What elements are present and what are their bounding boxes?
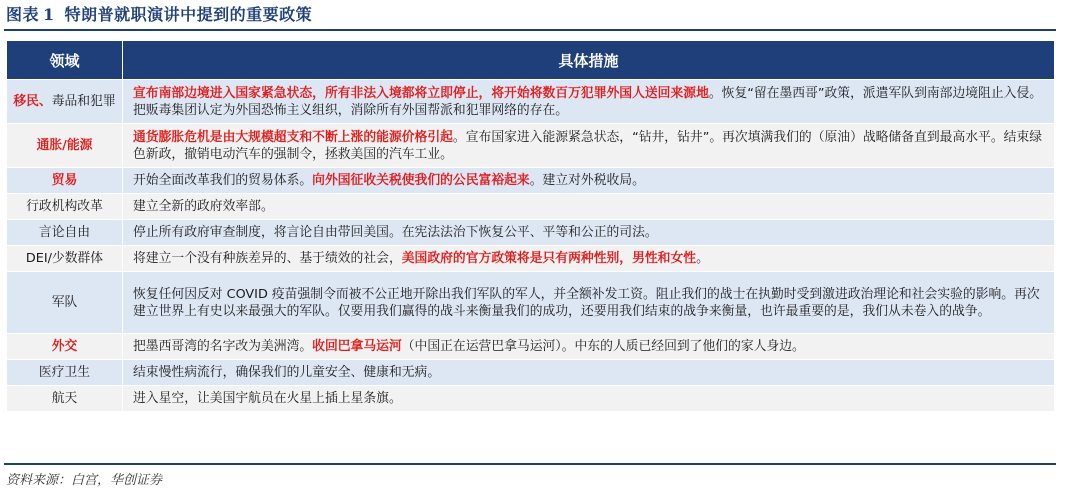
measure-cell — [123, 194, 1055, 220]
figure-title-text: 特朗普就职演讲中提到的重要政策 — [64, 5, 313, 24]
measure-cell — [123, 386, 1055, 412]
table-header-row — [7, 41, 1055, 80]
domain-text: 行政机构改革 — [26, 199, 103, 214]
measure-text: 恢复任何因反对 COVID 疫苗强制令而被不公正地开除出我们军队的军人，并全额补发工资。阻止我们的战士在执勤时受到激进政治理论和社会实验的影响。再次建立世界上有史以来最强大的军队。仅要用我们赢得的战斗来衡量我们的成功，还要用我们结束的战争来衡量，也许最重要的是，我们从未卷入的战争。 — [133, 286, 1040, 319]
header-measures: 具体措施 — [123, 41, 1055, 80]
domain-cell — [7, 168, 123, 194]
measure-cell — [123, 272, 1055, 334]
header-domain: 领域 — [7, 41, 123, 80]
figure-label: 图表 — [6, 5, 40, 24]
domain-cell — [7, 80, 123, 124]
table-body — [7, 80, 1055, 412]
measure-text: 。建立对外税收局。 — [529, 173, 645, 188]
measure-text: 结束慢性病流行，确保我们的儿童安全、健康和无病。 — [133, 365, 441, 380]
domain-text-highlight: 贸易 — [51, 173, 78, 188]
measure-cell — [123, 124, 1055, 168]
domain-text-highlight: 通胀/能源 — [36, 138, 93, 153]
measure-text: 将建立一个没有种族差异的、基于绩效的社会， — [133, 251, 402, 266]
measure-cell — [123, 246, 1055, 272]
measure-text-highlight: 向外国征收关税使我们的公民富裕起来 — [312, 173, 530, 188]
top-rule — [4, 29, 1056, 31]
table-row — [7, 168, 1055, 194]
table-row — [7, 124, 1055, 168]
measure-text-highlight: 通货膨胀危机是由大规模超支和不断上涨的能源价格引起 — [133, 129, 453, 145]
domain-text-highlight: 移民、 — [13, 94, 52, 109]
measure-text-highlight: 美国政府的官方政策将是只有两种性别，男性和女性 — [401, 251, 697, 266]
domain-cell — [7, 194, 123, 220]
domain-cell — [7, 386, 123, 412]
table-row — [7, 360, 1055, 386]
domain-text: 航天 — [51, 391, 78, 406]
domain-cell — [7, 272, 123, 334]
measure-text: 建立全新的政府效率部。 — [133, 199, 274, 214]
measure-text: 。恢复“留在墨西哥”政策，派遣军队到南部边境阻止入侵。把贩毒集团认定为外国恐怖主义组织，消除所有外国帮派和犯罪网络的存在。 — [133, 85, 1043, 118]
table-row — [7, 246, 1055, 272]
measure-cell — [123, 80, 1055, 124]
source-note: 资料来源：白宫，华创证券 — [6, 473, 163, 488]
table-row — [7, 220, 1055, 246]
policy-table — [6, 40, 1055, 412]
figure-number: 1 — [43, 5, 55, 24]
domain-text: 医疗卫生 — [38, 365, 91, 380]
measure-text: 进入星空，让美国宇航员在火星上插上星条旗。 — [133, 391, 402, 406]
domain-text: 军队 — [51, 295, 78, 310]
table-row — [7, 272, 1055, 334]
domain-cell — [7, 124, 123, 168]
domain-text-highlight: 外交 — [51, 339, 78, 354]
table-row — [7, 334, 1055, 360]
table-row — [7, 386, 1055, 412]
figure-title — [6, 2, 312, 28]
measure-text: 把墨西哥湾的名字改为美洲湾。 — [133, 339, 313, 354]
measure-text: 开始全面改革我们的贸易体系。 — [133, 173, 313, 188]
measure-text: （中国正在运营巴拿马运河）。中东的人质已经回到了他们的家人身边。 — [401, 339, 805, 354]
domain-text: 毒品和犯罪 — [51, 94, 116, 109]
measure-cell — [123, 334, 1055, 360]
domain-text: 言论自由 — [38, 225, 91, 240]
domain-cell — [7, 246, 123, 272]
domain-cell — [7, 360, 123, 386]
measure-cell — [123, 168, 1055, 194]
domain-cell — [7, 334, 123, 360]
table-row — [7, 80, 1055, 124]
measure-text: 。宣布国家进入能源紧急状态，“钻井，钻井”。再次填满我们的（原油）战略储备直到最高水平。结束绿色新政，撤销电动汽车的强制令，拯救美国的汽车工业。 — [133, 129, 1043, 162]
domain-cell — [7, 220, 123, 246]
measure-text: 。 — [696, 251, 709, 266]
table-row — [7, 194, 1055, 220]
measure-text: 停止所有政府审查制度，将言论自由带回美国。在宪法法治下恢复公平、平等和公正的司法。 — [133, 225, 658, 240]
domain-text: DEI/少数群体 — [25, 251, 104, 266]
measure-cell — [123, 360, 1055, 386]
measure-text-highlight: 宣布南部边境进入国家紧急状态，所有非法入境都将立即停止，将开始将数百万犯罪外国人送回来源地 — [133, 85, 709, 101]
measure-text-highlight: 收回巴拿马运河 — [312, 339, 402, 354]
bottom-rule — [4, 463, 1056, 465]
measure-cell — [123, 220, 1055, 246]
